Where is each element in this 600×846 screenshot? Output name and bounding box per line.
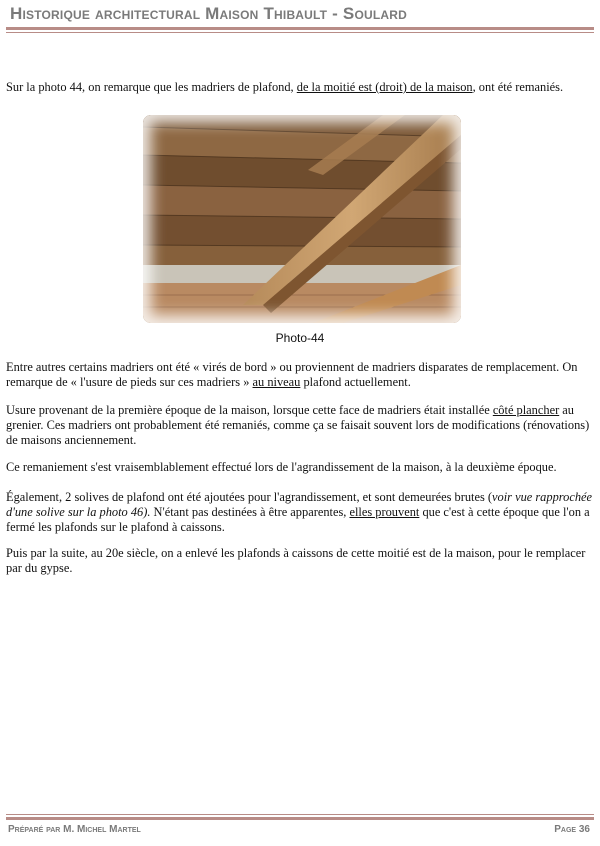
document-title: Historique architectural Maison Thibault - Soulard: [10, 4, 407, 23]
paragraph-1-text: Sur la photo 44, on remarque que les madriers de plafond,: [6, 80, 297, 94]
page-footer: [6, 814, 594, 835]
paragraph-5-italic: voir vue rapprochée d'une solive sur la photo 46).: [6, 490, 593, 520]
paragraph-3-underlined: côté plancher: [492, 403, 560, 417]
paragraph-4: Ce remaniement s'est vraisemblablement effectué lors de l'agrandissement de la maison, à la deuxième époque.: [6, 460, 557, 474]
ceiling-photo: [143, 115, 461, 323]
paragraph-2-text-end: plafond actuellement.: [300, 375, 411, 390]
paragraph-5-underlined: elles prouvent: [349, 505, 420, 520]
footer-row: [6, 824, 594, 835]
ceiling-beams-image: [143, 115, 461, 323]
photo-caption: Photo-44: [275, 331, 325, 345]
paragraph-5: [6, 490, 596, 536]
paragraph-2: [6, 360, 596, 390]
paragraph-5-text-mid: N'étant pas destinées à être apparentes,: [150, 505, 350, 520]
footer-author: Préparé par M. Michel Martel: [8, 824, 141, 835]
header-rule-thick: [6, 27, 594, 30]
paragraph-1: [6, 80, 596, 95]
footer-rule-thick: [6, 817, 594, 820]
paragraph-1-underlined: de la moitié est (droit) de la maison: [296, 80, 473, 94]
footer-page-number: Page 36: [554, 824, 590, 835]
paragraph-2-underlined: au niveau: [252, 375, 301, 390]
paragraph-5-text-end: que c'est à cette époque que l'on a fermé les plafonds sur le plafond à caissons.: [6, 505, 590, 535]
paragraph-6: Puis par la suite, au 20e siècle, on a enlevé les plafonds à caissons de cette moitié est de la maison, pour le remplacer par du gypse.: [6, 546, 586, 576]
page-header: [6, 4, 594, 33]
paragraph-3-text: Usure provenant de la première époque de la maison, lorsque cette face de madriers était installée: [6, 403, 493, 417]
paragraph-5-text: Également, 2 solives de plafond ont été ajoutées pour l'agrandissement, et sont demeurées brutes (: [6, 490, 493, 504]
paragraph-3: [6, 403, 596, 449]
header-rule-thin: [6, 32, 594, 33]
footer-rule-thin: [6, 814, 594, 815]
paragraph-2-text: Entre autres certains madriers ont été « virés de bord » ou proviennent de madriers disparates de remplacement. On remarque de « l'usure de pieds sur ces madriers »: [6, 360, 578, 390]
paragraph-1-text-end: , ont été remaniés.: [472, 80, 564, 94]
paragraph-3-text-end: au grenier. Ces madriers ont probablement été remaniés, comme ça se faisait souvent lors de modifications (rénovations) de maisons anciennement.: [6, 403, 590, 448]
